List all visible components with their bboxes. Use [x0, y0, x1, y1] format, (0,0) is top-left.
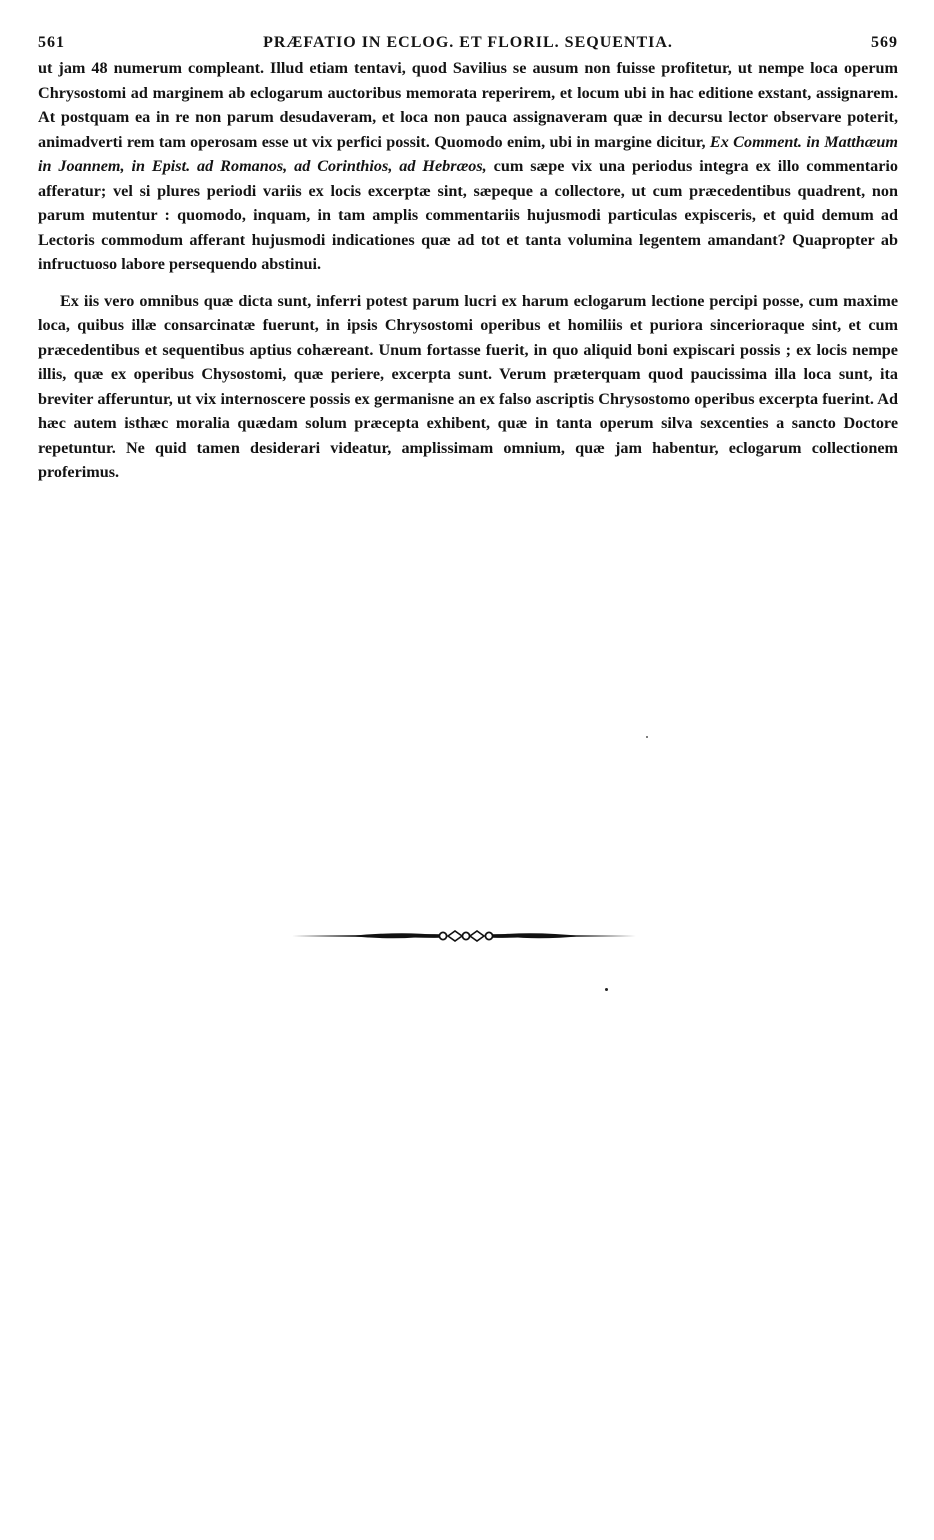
paragraph-2	[38, 289, 898, 485]
paragraph-1-text-continued: cum sæpe vix una periodus integra ex illo commentario afferatur; vel si plures periodi variis ex locis excerptæ sint, sæpeque a collectore, ut cum præcedentibus quadrent, non parum mutentur : quomodo, inquam, in tam amplis commentariis hujusmodi particulas expisceris, et quid demum ad Lectoris commodum afferant hujusmodi indicationes quæ ad tot et tanta volumina legentem amandant? Quapropter ab infructuoso labore persequendo abstinui.	[38, 157, 898, 273]
page-number-left: 561	[38, 34, 65, 51]
print-speck	[646, 736, 648, 738]
running-head	[38, 34, 898, 56]
ornamental-rule-icon	[290, 926, 642, 946]
print-speck	[605, 988, 608, 991]
paragraph-1	[38, 56, 898, 277]
paragraph-1-citation: Ex Comment. in Matthæum in Joannem, in Epist. ad Romanos, ad Corinthios, ad Hebræos,	[38, 132, 898, 175]
paragraph-1-text: ut jam 48 numerum compleant. Illud etiam tentavi, quod Savilius se ausum non fuisse profitetur, ut nempe loca operum Chrysostomi ad marginem ab eclogarum auctoribus memorata reperirem, et locum ubi in hac editione exstant, assignarem. At postquam ea in re non parum desudaveram, et loca non pauca assignaveram quæ in decursu lector observare poterit, animadverti rem tam operosam esse ut vix perfici possit. Quomodo enim, ubi in margine dicitur,	[38, 59, 898, 151]
body-text	[38, 56, 898, 485]
running-title: PRÆFATIO IN ECLOG. ET FLORIL. SEQUENTIA.	[263, 34, 673, 51]
paragraph-2-text: Ex iis vero omnibus quæ dicta sunt, inferri potest parum lucri ex harum eclogarum lectione percipi posse, cum maxime loca, quibus illæ consarcinatæ fuerunt, in ipsis Chrysostomi operibus et homiliis et puriora sincerioraque sint, et cum præcedentibus et sequentibus aptius cohæreant. Unum fortasse fuerit, in quo aliquid boni expiscari possis ; ex locis nempe illis, quæ ex operibus Chysostomi, quæ periere, excerpta sunt. Verum præterquam quod paucissima illa loca sunt, ita breviter afferuntur, ut vix internoscere possis ex germanisne an ex falso ascriptis Chrysostomo operibus excerpta fuerint. Ad hæc autem isthæc moralia quædam solum præcepta exhibent, quæ in tanta operum silva sexcenties a sancto Doctore repetuntur. Ne quid tamen desiderari videatur, amplissimam omnium, quæ jam habentur, eclogarum collectionem proferimus.	[38, 291, 898, 481]
page	[38, 34, 898, 485]
page-number-right: 569	[871, 34, 898, 51]
